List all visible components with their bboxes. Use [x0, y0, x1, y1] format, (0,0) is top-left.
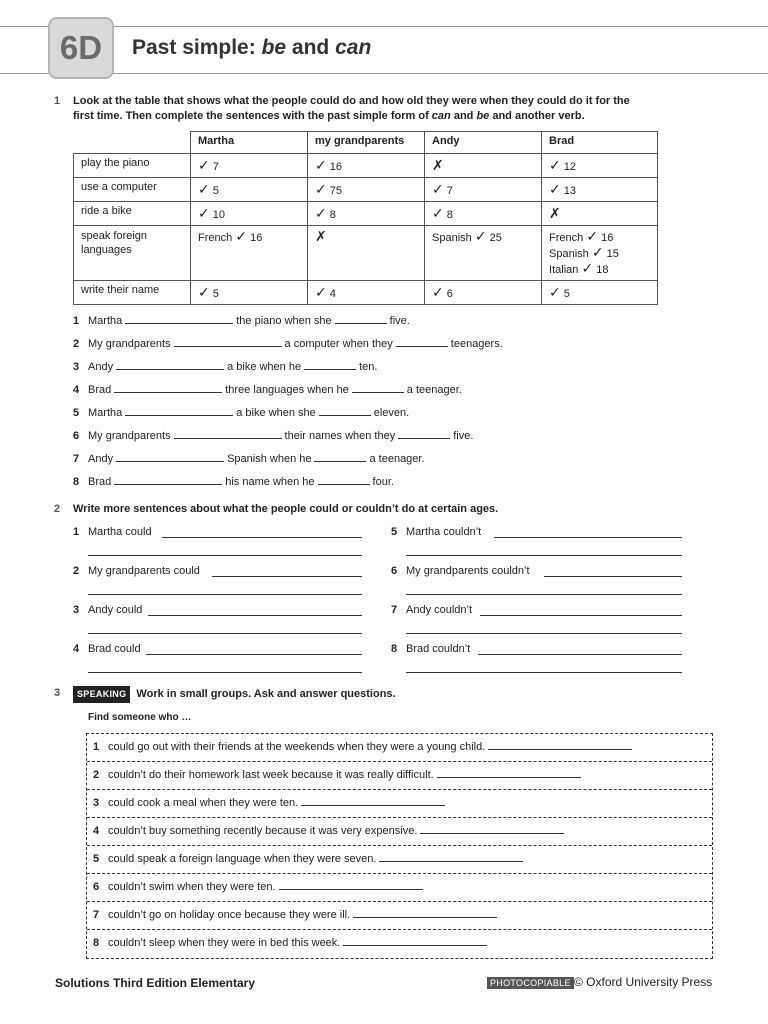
page-title: Past simple: be and can [132, 36, 372, 59]
table-cell: ✓ 8 [425, 202, 542, 226]
writing-line[interactable] [478, 654, 682, 655]
check-icon: ✓ [549, 157, 561, 173]
col-header: Brad [542, 132, 658, 154]
name-blank[interactable] [379, 852, 523, 862]
name-blank[interactable] [343, 936, 487, 946]
write-prompt: 3 Andy could [73, 604, 143, 616]
check-icon: ✓ [198, 205, 210, 221]
check-icon: ✓ [549, 181, 561, 197]
section-2-number: 2 [54, 503, 61, 515]
section-1-number: 1 [54, 95, 61, 107]
col-header: my grandparents [308, 132, 425, 154]
write-prompt: 8 Brad couldn’t [391, 643, 471, 655]
cross-icon: ✗ [432, 157, 444, 173]
check-icon: ✓ [581, 260, 594, 276]
name-blank[interactable] [353, 908, 497, 918]
name-blank[interactable] [420, 824, 564, 834]
answer-blank[interactable] [125, 314, 233, 324]
write-prompt: 4 Brad could [73, 643, 141, 655]
check-icon: ✓ [315, 284, 327, 300]
gap-sentence: 7 Andy Spanish when he a teenager. [73, 453, 425, 465]
header-bottom-rule [0, 73, 768, 74]
check-icon: ✓ [432, 205, 444, 221]
check-icon: ✓ [198, 157, 210, 173]
gap-sentence: 4 Brad three languages when he a teenager. [73, 384, 462, 396]
row-label: write their name [74, 281, 191, 305]
section-3-instruction: SPEAKING Work in small groups. Ask and answer questions. [73, 686, 396, 703]
check-icon: ✓ [591, 244, 604, 260]
writing-line[interactable] [494, 537, 682, 538]
writing-line[interactable] [544, 576, 682, 577]
answer-blank[interactable] [174, 337, 282, 347]
answer-blank[interactable] [352, 383, 404, 393]
answer-blank[interactable] [398, 429, 450, 439]
answer-blank[interactable] [304, 360, 356, 370]
writing-line[interactable] [88, 672, 362, 673]
answer-blank[interactable] [318, 475, 370, 485]
check-icon: ✓ [198, 284, 210, 300]
answer-blank[interactable] [314, 452, 366, 462]
write-prompt: 5 Martha couldn’t [391, 526, 482, 538]
find-item: 5 could speak a foreign language when they were seven. [87, 846, 712, 874]
writing-line[interactable] [162, 537, 362, 538]
check-icon: ✓ [549, 284, 561, 300]
answer-blank[interactable] [335, 314, 387, 324]
top-rule [0, 26, 768, 27]
check-icon: ✓ [586, 228, 599, 244]
table-cell [308, 226, 425, 281]
table-cell: ✓ 7 [191, 154, 308, 178]
table-cell: ✓ 12 [542, 154, 658, 178]
row-label: ride a bike [74, 202, 191, 226]
write-prompt: 2 My grandparents could [73, 565, 200, 577]
answer-blank[interactable] [116, 360, 224, 370]
table-cell: French ✓ 16 Spanish ✓ 15 Italian ✓ 18 [542, 226, 658, 281]
table-cell: ✓ 16 [308, 154, 425, 178]
answer-blank[interactable] [396, 337, 448, 347]
write-prompt: 7 Andy couldn’t [391, 604, 473, 616]
gap-sentence: 8 Brad his name when he four. [73, 476, 394, 488]
name-blank[interactable] [437, 768, 581, 778]
writing-line[interactable] [88, 594, 362, 595]
row-label: speak foreign languages [74, 226, 191, 281]
check-icon: ✓ [198, 181, 210, 197]
ability-table [73, 131, 658, 305]
find-someone-box [86, 733, 713, 959]
table-cell: ✓ 4 [308, 281, 425, 305]
gap-sentence: 5 Martha a bike when she eleven. [73, 407, 410, 419]
check-icon: ✓ [315, 157, 327, 173]
find-item: 8 couldn’t sleep when they were in bed this week. [87, 930, 712, 958]
cross-icon: ✗ [549, 205, 561, 221]
name-blank[interactable] [279, 880, 423, 890]
gap-sentence: 1 Martha the piano when she five. [73, 315, 410, 327]
find-item: 6 couldn’t swim when they were ten. [87, 874, 712, 902]
check-icon: ✓ [474, 228, 487, 244]
answer-blank[interactable] [114, 475, 222, 485]
table-cell: ✓ 7 [425, 178, 542, 202]
find-item: 1 could go out with their friends at the weekends when they were a young child. [87, 734, 712, 762]
gap-sentence: 6 My grandparents their names when they five. [73, 430, 474, 442]
find-item: 7 couldn’t go on holiday once because they were ill. [87, 902, 712, 930]
table-cell: Spanish ✓ 25 [425, 226, 542, 281]
table-cell: ✓ 5 [191, 178, 308, 202]
table-corner [74, 132, 191, 154]
answer-blank[interactable] [116, 452, 224, 462]
publisher-credit: © Oxford University Press [574, 975, 713, 989]
writing-line[interactable] [406, 633, 682, 634]
find-item: 2 couldn’t do their homework last week because it was really difficult. [87, 762, 712, 790]
table-cell: ✓ 5 [191, 281, 308, 305]
col-header: Martha [191, 132, 308, 154]
section-1-instruction: Look at the table that shows what the people could do and how old they were when they could do it for the first time. Then complete the sentences with the past simple form of can and be and another verb. [73, 95, 630, 122]
row-label: play the piano [74, 154, 191, 178]
table-cell: ✓ 5 [542, 281, 658, 305]
find-someone-heading: Find someone who … [88, 712, 192, 723]
write-prompt: 1 Martha could [73, 526, 152, 538]
writing-line[interactable] [88, 633, 362, 634]
table-cell: ✓ 8 [308, 202, 425, 226]
writing-line[interactable] [88, 555, 362, 556]
writing-line[interactable] [146, 654, 362, 655]
book-title: Solutions Third Edition Elementary [55, 976, 256, 990]
name-blank[interactable] [301, 796, 445, 806]
write-prompt: 6 My grandparents couldn’t [391, 565, 530, 577]
table-cell: ✓ 10 [191, 202, 308, 226]
unit-badge: 6D [48, 17, 114, 79]
gap-sentence: 3 Andy a bike when he ten. [73, 361, 378, 373]
cross-icon: ✗ [315, 228, 327, 244]
check-icon: ✓ [315, 205, 327, 221]
answer-blank[interactable] [125, 406, 233, 416]
find-item: 4 couldn’t buy something recently because it was very expensive. [87, 818, 712, 846]
find-item: 3 could cook a meal when they were ten. [87, 790, 712, 818]
answer-blank[interactable] [114, 383, 222, 393]
col-header: Andy [425, 132, 542, 154]
check-icon: ✓ [315, 181, 327, 197]
name-blank[interactable] [488, 740, 632, 750]
check-icon: ✓ [432, 284, 444, 300]
answer-blank[interactable] [174, 429, 282, 439]
writing-line[interactable] [406, 672, 682, 673]
check-icon: ✓ [432, 181, 444, 197]
answer-blank[interactable] [319, 406, 371, 416]
section-3-number: 3 [54, 687, 61, 699]
table-cell [542, 202, 658, 226]
writing-line[interactable] [480, 615, 682, 616]
table-cell: ✓ 6 [425, 281, 542, 305]
check-icon: ✓ [235, 228, 248, 244]
writing-line[interactable] [406, 594, 682, 595]
table-cell [425, 154, 542, 178]
writing-line[interactable] [148, 615, 362, 616]
table-cell: ✓ 13 [542, 178, 658, 202]
writing-line[interactable] [212, 576, 362, 577]
gap-sentence: 2 My grandparents a computer when they teenagers. [73, 338, 503, 350]
writing-line[interactable] [406, 555, 682, 556]
table-cell: ✓ 75 [308, 178, 425, 202]
section-2-instruction: Write more sentences about what the people could or couldn’t do at certain ages. [73, 503, 499, 515]
table-cell: French ✓ 16 [191, 226, 308, 281]
row-label: use a computer [74, 178, 191, 202]
photocopiable-badge: PHOTOCOPIABLE [487, 977, 574, 989]
speaking-tag: SPEAKING [73, 686, 130, 703]
